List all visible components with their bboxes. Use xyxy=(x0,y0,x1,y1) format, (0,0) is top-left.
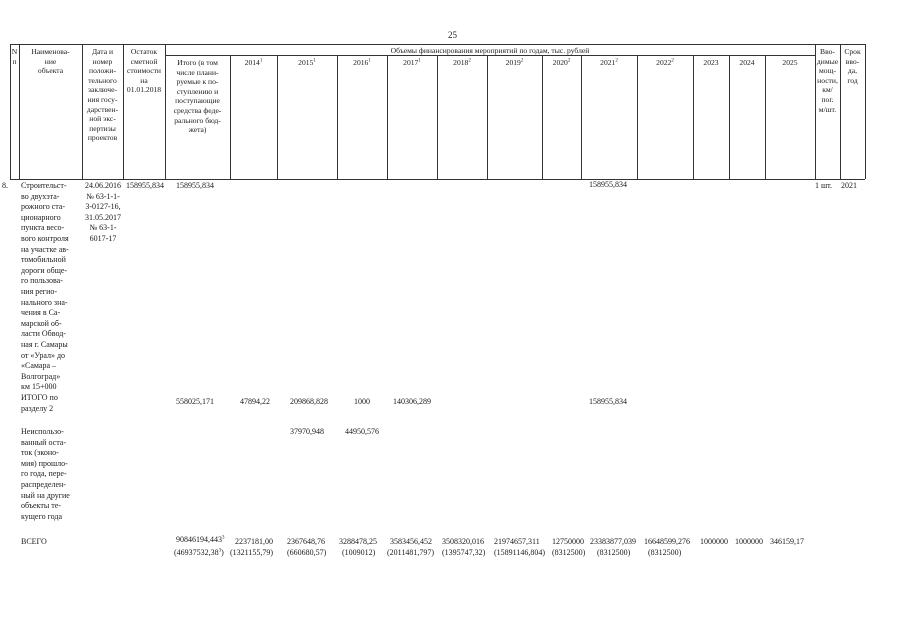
grand-total-2015: 2367648,76 xyxy=(287,537,325,546)
row8-value-2021: 158955,834 xyxy=(589,180,627,189)
grand-total-federal-2015: (660680,57) xyxy=(287,548,327,557)
grand-total-2018: 3508320,016 xyxy=(442,537,484,546)
section-total-2015: 209868,828 xyxy=(290,397,328,406)
grand-total-2025: 346159,17 xyxy=(770,537,804,546)
grand-total-2014: 2237181,00 xyxy=(235,537,273,546)
unused-balance-2016: 44950,576 xyxy=(345,427,379,436)
grand-total-federal-2021: (8312500) xyxy=(597,548,631,557)
header-total: Итого (в том числе плани- руемые к по- ступлению и поступающие средства феде- рального бюд- жета) xyxy=(173,58,222,135)
grand-total-2016: 3288478,25 xyxy=(339,537,377,546)
grand-total-2019: 21974657,311 xyxy=(494,537,540,546)
grand-total-2024: 1000000 xyxy=(735,537,763,546)
row8-expertise-date: 24.06.2016 № 63-1-1- 3-0127-16, 31.05.2017 № 63-1- 6017-17 xyxy=(85,181,121,243)
header-year-2014: 2014$^1$ xyxy=(244,58,263,67)
grand-total-2023: 1000000 xyxy=(700,537,728,546)
grand-total-label: ВСЕГО xyxy=(21,537,47,546)
grand-total-federal-sum: (46937532,38$^3$) xyxy=(174,548,224,557)
header-cost-remainder: Остаток сметной стоимости на 01.01.2018 xyxy=(126,47,162,95)
section-total-sum: 558025,171 xyxy=(176,397,214,406)
grand-total-federal-2018: (1395747,32) xyxy=(442,548,486,557)
section-total-2021: 158955,834 xyxy=(589,397,627,406)
header-volumes-title: Объемы финансирования мероприятий по годам, тыс. рублей xyxy=(390,46,590,55)
row8-cost-remainder: 158955,834 xyxy=(126,181,164,190)
header-year-2015: 2015$^1$ xyxy=(298,58,316,67)
table-header xyxy=(10,44,865,179)
header-num: N п xyxy=(11,47,18,66)
row8-term: 2021 xyxy=(841,181,857,190)
header-capacity: Вво- димые мощ- ности, км/ пог. м/шт. xyxy=(816,47,839,114)
section-total-label: ИТОГО по разделу 2 xyxy=(21,393,58,413)
header-year-2024: 2024 xyxy=(739,58,755,67)
row8-object-name: Строительст- во двухэта- рожного ста- ционарного пункта весо- вого контроля на участке ав- томобильной дороги обще- го пользова- ния регио- нального зна- чения в Са- марской об- ласти Обвод- ная г. Самары от «Урал» до «Самара – Волгоград» км 15+000 xyxy=(21,181,69,392)
header-expertise-date: Дата и номер положи- тельного заключе- ния госу- дарствен- ной экс- пертизы проектов xyxy=(86,47,119,143)
grand-total-2017: 3583456,452 xyxy=(390,537,432,546)
grand-total-sum: 90846194,443$^3$ xyxy=(176,535,225,544)
grand-total-2021: 23383877,039 xyxy=(590,537,636,546)
grand-total-2022: 16648599,276 xyxy=(644,537,690,546)
header-commissioning-term: Срок вво- да, год xyxy=(844,47,861,85)
unused-balance-2015: 37970,948 xyxy=(290,427,324,436)
header-year-2020: 2020$^2$ xyxy=(552,58,571,67)
row8-total: 158955,834 xyxy=(176,181,214,190)
grand-total-federal-2022: (8312500) xyxy=(648,548,682,557)
page-number: 25 xyxy=(448,30,457,40)
grand-total-federal-2017: (2011481,797) xyxy=(387,548,435,557)
section-total-2016: 1000 xyxy=(354,397,370,406)
header-year-2025: 2025 xyxy=(782,58,798,67)
section-total-2017: 140306,289 xyxy=(393,397,431,406)
section-total-2014: 47894,22 xyxy=(240,397,270,406)
row8-number: 8. xyxy=(2,181,8,190)
header-year-2016: 2016$^1$ xyxy=(353,58,371,67)
header-year-2018: 2018$^2$ xyxy=(453,58,471,67)
header-object-name: Наименова- ние объекта xyxy=(31,47,70,76)
grand-total-federal-2019: (15891146,804) xyxy=(494,548,546,557)
header-year-2023: 2023 xyxy=(703,58,719,67)
header-year-2021: 2021$^2$ xyxy=(600,58,618,67)
header-year-2022: 2022$^2$ xyxy=(656,58,674,67)
row8-capacity: 1 шт. xyxy=(815,181,833,190)
grand-total-2020: 12750000 xyxy=(552,537,584,546)
header-year-2019: 2019$^2$ xyxy=(505,58,524,67)
grand-total-federal-2016: (1009012) xyxy=(342,548,376,557)
header-year-2017: 2017$^1$ xyxy=(403,58,421,67)
grand-total-federal-2020: (8312500) xyxy=(552,548,586,557)
unused-balance-label: Неиспользо- ванный оста- ток (эконо- мия) прошло- го года, пере- распределен- ный на другие объекты те- кущего года xyxy=(21,427,70,521)
grand-total-federal-2014: (1321155,79) xyxy=(230,548,274,557)
